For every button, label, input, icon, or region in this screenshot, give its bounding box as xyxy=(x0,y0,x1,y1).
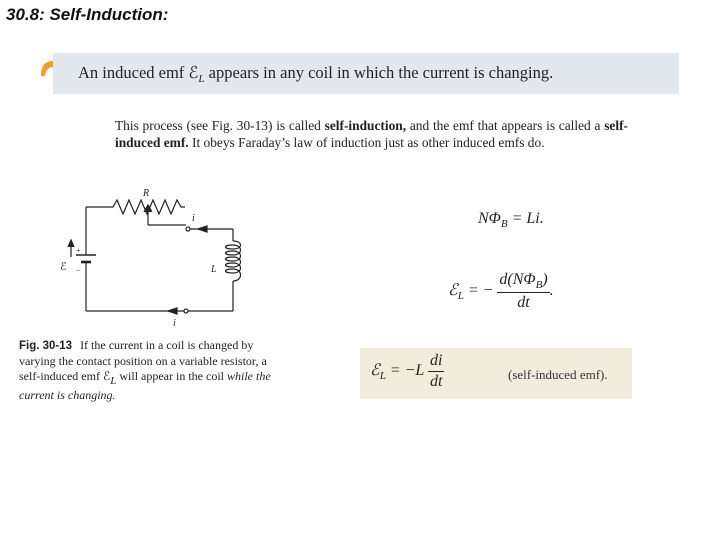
banner-text: An induced emf ℰ$_L$ appears in any coil in which the current is changing. xyxy=(78,63,554,85)
emf-fraction: $\frac{d(N\Phi_B)}{dt}$ xyxy=(499,271,548,311)
circuit-diagram xyxy=(58,185,253,330)
slide-title: 30.8: Self-Induction: xyxy=(6,5,169,24)
figure-number: Fig. 30-13 xyxy=(19,340,73,352)
faraday-emf-equation: ℰ$_L$ = − $\frac{d(N\Phi_B)}{dt}$ . xyxy=(448,271,554,311)
minus-label: − xyxy=(76,266,81,275)
current-label-top: i xyxy=(192,213,195,224)
figure-caption: Fig. 30-13 If the current in a coil is changed by varying the contact position on a variable resistor, a self-induced emf ℰL will appear in the coil while the current is changing. xyxy=(19,338,271,403)
self-induction-paragraph: This process (see Fig. 30-13) is called self-induction, and the emf that appears is called a self-induced emf. It obeys Faraday’s law of induction just as other induced emfs do. xyxy=(115,118,629,150)
self-induced-emf-box xyxy=(360,348,632,399)
current-label-bottom: i xyxy=(173,318,176,329)
r-label: R xyxy=(143,188,150,199)
equation-label: (self-induced emf). xyxy=(508,367,608,382)
emf-label: ℰ xyxy=(60,261,67,273)
flux-linkage-equation: $N\Phi_B = Li$. xyxy=(478,210,544,230)
key-idea-banner xyxy=(53,53,679,94)
self-induced-emf-equation: ℰ$_L$ = −L $\frac{di}{dt}$ xyxy=(370,352,443,390)
l-label: L xyxy=(211,264,217,275)
plus-label: + xyxy=(76,246,81,255)
